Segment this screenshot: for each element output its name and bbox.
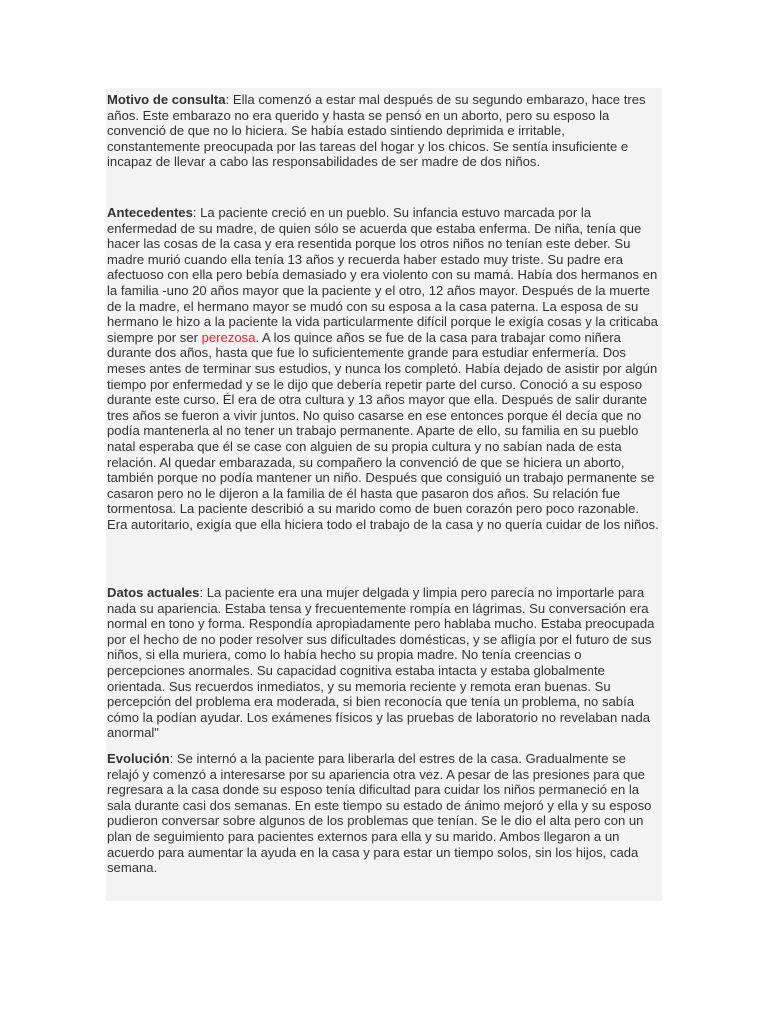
section-body: : Se internó a la paciente para liberarla del estres de la casa. Gradualmente se relajó y comenzó a interesarse por su apariencia otra vez. A pesar de las presiones para que regresara a la casa donde su esposo tenía dificultad para cuidar los niños permaneció en la sala durante casi dos semanas. En este tiempo su estado de ánimo mejoró y ella y su esposo pudieron conversar sobre algunos de los problemas que tenían. Se le dio el alta pero con un plan de seguimiento para pacientes externos para ella y su marido. Ambos llegaron a un acuerdo para aumentar la ayuda en la casa y para estar un tiempo solos, sin los hijos, cada semana. <box>107 751 652 876</box>
section-evolucion <box>107 751 660 876</box>
section-body-continued: . A los quince años se fue de la casa para trabajar como niñera durante dos años, hasta que fue lo suficientemente grande para estudiar enfermería. Dos meses antes de terminar sus estudios, y nunca los completó. Había dejado de asistir por algún tiempo por enfermedad y se le dijo que debería repetir parte del curso. Conoció a su esposo durante este curso. Él era de otra cultura y 13 años mayor que ella. Después de salir durante tres años se fueron a vivir juntos. No quiso casarse en ese entonces porque él decía que no podía mantenerla al no tener un trabajo permanente. Aparte de ello, su familia en su pueblo natal esperaba que él se case con alguien de su propia cultura y no sabían nada de esta relación. Al quedar embarazada, su compañero la convenció de que se hiciera un aborto, también porque no podía mantener un niño. Después que consiguió un trabajo permanente se casaron pero no le dijeron a la familia de él hasta que pasaron dos años. Su relación fue tormentosa. La paciente describió a su marido como de buen corazón pero poco razonable. Era autoritario, exigía que ella hiciera todo el trabajo de la casa y no quería cuidar de los niños. <box>107 329 659 532</box>
section-body: : La paciente era una mujer delgada y limpia pero parecía no importarle para nada su apariencia. Estaba tensa y frecuentemente rompía en lágrimas. Su conversación era normal en tono y forma. Respondía apropiadamente pero hablaba mucho. Estaba preocupada por el hecho de no poder resolver sus dificultades domésticas, y se afligía por el futuro de sus niños, si ella muriera, como lo había hecho su propia madre. No tenía creencias o percepciones anormales. Su capacidad cognitiva estaba intacta y estaba globalmente orientada. Sus recuerdos inmediatos, y su memoria reciente y remota eran buenas. Su percepción del problema era moderada, si bien reconocía que tenía un problema, no sabía cómo la podían ayudar. Los exámenes físicos y las pruebas de laboratorio no revelaban nada anormal" <box>107 585 655 741</box>
section-heading: Antecedentes <box>107 205 193 220</box>
highlighted-word: perezosa <box>201 329 256 345</box>
section-heading: Motivo de consulta <box>107 92 226 107</box>
section-heading: Datos actuales <box>107 585 200 600</box>
section-datos-actuales <box>107 585 660 741</box>
section-body: : Ella comenzó a estar mal después de su segundo embarazo, hace tres años. Este embarazo no era querido y hasta se pensó en un aborto, pero su esposo la convenció de que no lo hiciera. Se había estado sintiendo deprimida e irritable, constantemente preocupada por las tareas del hogar y los chicos. Se sentía insuficiente e incapaz de llevar a cabo las responsabilidades de ser madre de dos niños. <box>107 92 646 170</box>
section-motivo-de-consulta <box>107 92 660 170</box>
section-antecedentes <box>107 205 660 532</box>
section-body: : La paciente creció en un pueblo. Su infancia estuvo marcada por la enfermedad de su madre, de quien sólo se acuerda que estaba enferma. De niña, tenía que hacer las cosas de la casa y era resentida porque los otros niños no tenían este deber. Su madre murió cuando ella tenía 13 años y recuerda haber estado muy triste. Su padre era afectuoso con ella pero bebía demasiado y era violento con su mamá. Había dos hermanos en la familia -uno 20 años mayor que la paciente y el otro, 12 años mayor. Después de la muerte de la madre, el hermano mayor se mudó con su esposa a la casa paterna. La esposa de su hermano le hizo a la paciente la vida particularmente difícil porque le exigía cosas y la criticaba siempre por ser <box>107 205 658 345</box>
section-heading: Evolución <box>107 751 170 766</box>
